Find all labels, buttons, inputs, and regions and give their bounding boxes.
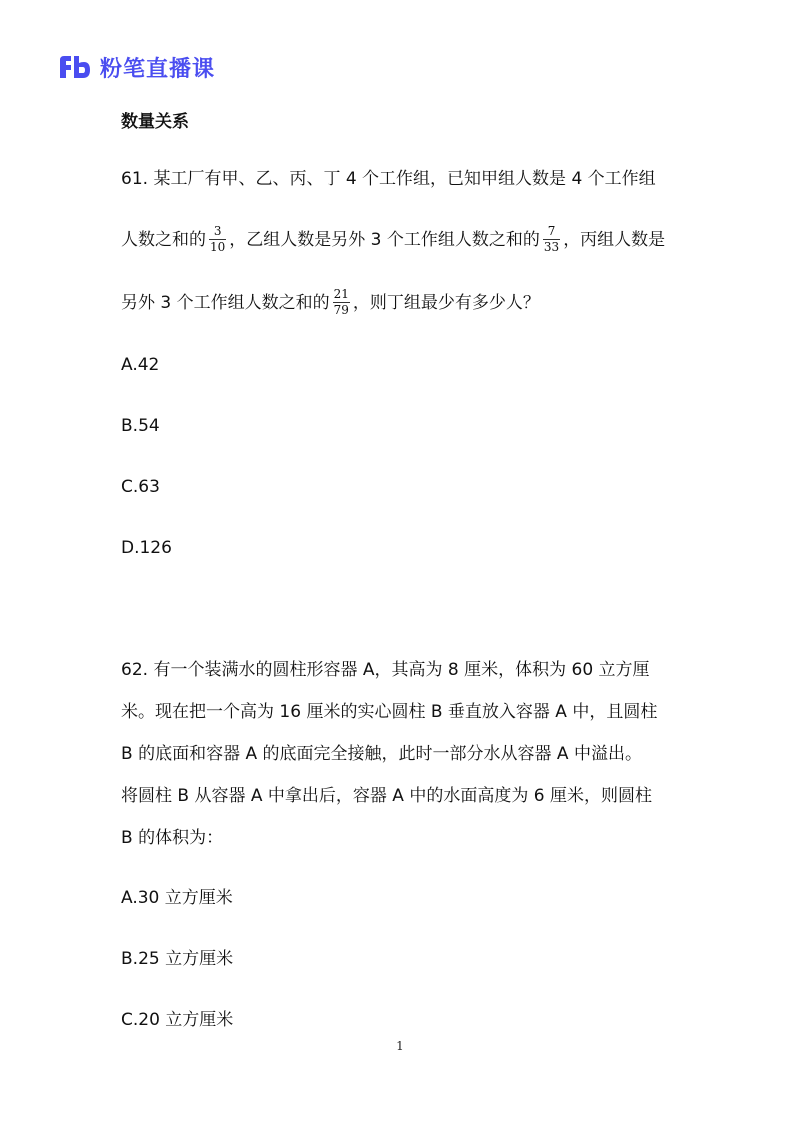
section-title: 数量关系 [121, 112, 189, 132]
q61-text: 人数之和的 [121, 230, 206, 250]
q61-option-b: B.54 [121, 416, 160, 436]
q61-line-1: 61. 某工厂有甲、乙、丙、丁 4 个工作组，已知甲组人数是 4 个工作组 [121, 169, 656, 189]
fraction [333, 288, 350, 317]
q61-option-a: A.42 [121, 355, 160, 375]
q62-option-a: A.30 立方厘米 [121, 888, 233, 908]
q62-line-1: 62. 有一个装满水的圆柱形容器 A，其高为 8 厘米，体积为 60 立方厘 [121, 660, 650, 680]
fraction-denominator: 33 [543, 240, 560, 254]
q61-option-c: C.63 [121, 477, 160, 497]
fb-logo-icon [58, 54, 92, 80]
q62-option-b: B.25 立方厘米 [121, 949, 234, 969]
q62-option-c: C.20 立方厘米 [121, 1010, 234, 1030]
page-number: 1 [396, 1039, 404, 1053]
fraction-numerator: 21 [333, 287, 349, 301]
q61-option-d: D.126 [121, 538, 172, 558]
q62-line-4: 将圆柱 B 从容器 A 中拿出后，容器 A 中的水面高度为 6 厘米，则圆柱 [121, 786, 652, 806]
q61-text: ，丙组人数是 [563, 230, 666, 250]
q61-text: ，则丁组最少有多少人？ [352, 293, 540, 313]
fraction-denominator: 79 [333, 303, 349, 317]
logo-text: 粉笔直播课 [100, 56, 216, 82]
q62-line-3: B 的底面和容器 A 的底面完全接触，此时一部分水从容器 A 中溢出。 [121, 744, 642, 764]
brand-logo [58, 52, 215, 82]
fraction-numerator: 3 [213, 224, 222, 238]
q62-line-2: 米。现在把一个高为 16 厘米的实心圆柱 B 垂直放入容器 A 中，且圆柱 [121, 702, 658, 722]
fraction-numerator: 7 [547, 224, 556, 238]
q61-line-2 [121, 225, 665, 254]
q62-line-5: B 的体积为： [121, 828, 224, 848]
fraction-denominator: 10 [210, 240, 226, 254]
fraction [543, 225, 560, 254]
fraction [209, 225, 226, 254]
q61-line-3 [121, 288, 540, 317]
q61-text: 另外 3 个工作组人数之和的 [121, 293, 330, 313]
q61-text: ，乙组人数是另外 3 个工作组人数之和的 [229, 230, 540, 250]
